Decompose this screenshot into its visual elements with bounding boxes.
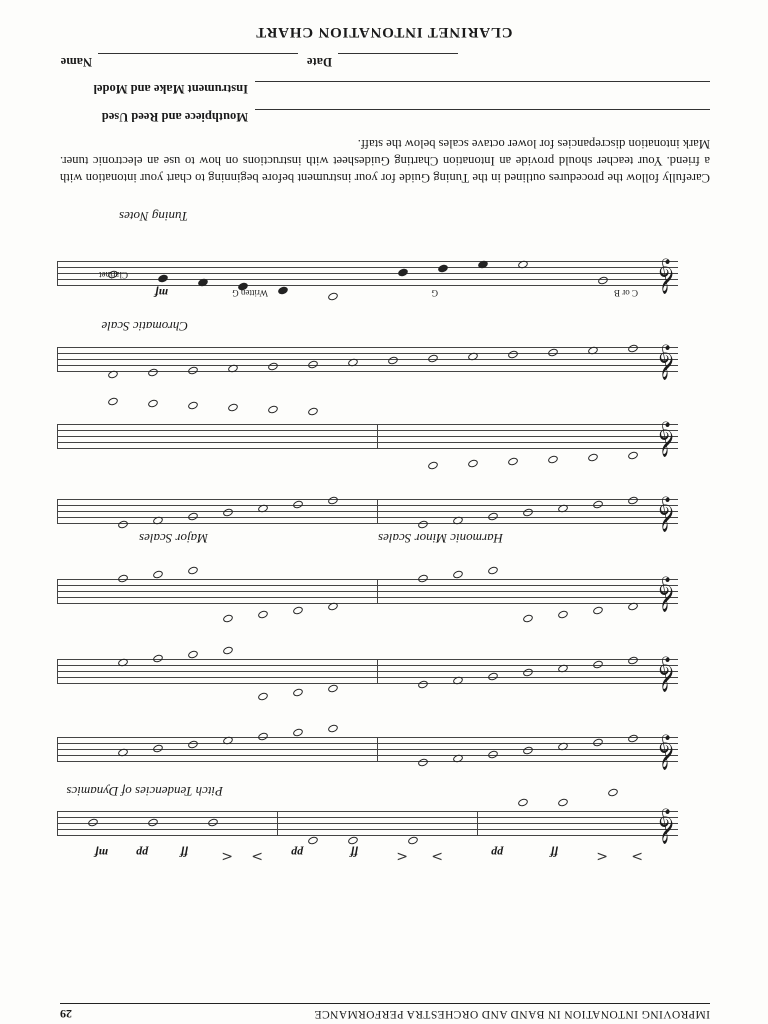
name-line[interactable]	[98, 53, 298, 54]
chromatic-staff-2	[58, 422, 678, 457]
major-scales-staff	[58, 497, 678, 532]
instrument-label: Instrument Make and Model	[93, 82, 248, 96]
instructions-text: Carefully follow the procedures outlined in the Tuning Guide for your instrument before beginning to chart your intonation with a friend. Your teacher should provide an Intonation Charting Guidesheet with instructions on how to use an electronic tuner. Mark intonation discrepancies for lower octave scales below the staff.	[60, 137, 710, 185]
running-head-title: IMPROVING INTONATION IN BAND AND ORCHESTRA PERFORMANCE	[314, 1008, 710, 1020]
harmonic-minor-scales-label: Harmonic Minor Scales	[378, 531, 503, 546]
crescendo-icon-3: <	[596, 848, 608, 864]
name-label: Name	[60, 55, 92, 69]
running-head	[60, 1003, 710, 1022]
date-line[interactable]	[338, 53, 458, 54]
page-number: 29	[60, 1007, 72, 1021]
treble-clef-icon: 𝄞	[658, 735, 676, 770]
treble-clef-icon: 𝄞	[658, 259, 676, 294]
tuning-dynamic: mf	[154, 286, 168, 300]
treble-clef-icon: 𝄞	[658, 422, 676, 457]
instrument-line[interactable]	[255, 81, 710, 82]
instrument-name: Clarinet	[99, 270, 128, 280]
treble-clef-icon: 𝄞	[658, 657, 676, 692]
major-scales-label: Major Scales	[139, 531, 208, 546]
dynamic-mf: mf	[94, 846, 108, 860]
date-label: Date	[307, 55, 332, 69]
g-label: G	[431, 288, 438, 298]
major-scales-staff-2	[58, 577, 678, 612]
crescendo-icon-2: <	[396, 848, 408, 864]
written-g-label: Written G	[232, 288, 268, 298]
mouthpiece-label: Mouthpiece and Reed Used	[101, 110, 248, 124]
dynamic-ff-2: ff	[350, 846, 358, 860]
dynamic-ff: ff	[180, 846, 188, 860]
c-or-b-label: C or B	[613, 288, 638, 298]
crescendo-icon: <	[221, 848, 233, 864]
dynamic-pp-2: pp	[291, 846, 303, 860]
mouthpiece-line[interactable]	[255, 109, 710, 110]
chromatic-scale-label: Chromatic Scale	[101, 319, 188, 334]
treble-clef-icon: 𝄞	[658, 577, 676, 612]
dynamic-ff-3: ff	[550, 846, 558, 860]
chromatic-staff	[58, 345, 678, 380]
harmonic-minor-staff-2	[58, 735, 678, 770]
decrescendo-icon: >	[251, 848, 263, 864]
pitch-tendencies-label: Pitch Tendencies of Dynamics	[66, 784, 223, 799]
treble-clef-icon: 𝄞	[658, 497, 676, 532]
treble-clef-icon: 𝄞	[658, 809, 676, 844]
decrescendo-icon-2: >	[431, 848, 443, 864]
decrescendo-icon-3: >	[631, 848, 643, 864]
tuning-notes-label: Tuning Notes	[119, 209, 188, 224]
harmonic-minor-staff	[58, 657, 678, 692]
chart-title: CLARINET INTONATION CHART	[255, 24, 513, 40]
treble-clef-icon: 𝄞	[658, 345, 676, 380]
dynamic-pp: pp	[136, 846, 148, 860]
dynamics-staff	[58, 809, 678, 844]
dynamic-pp-3: pp	[491, 846, 503, 860]
